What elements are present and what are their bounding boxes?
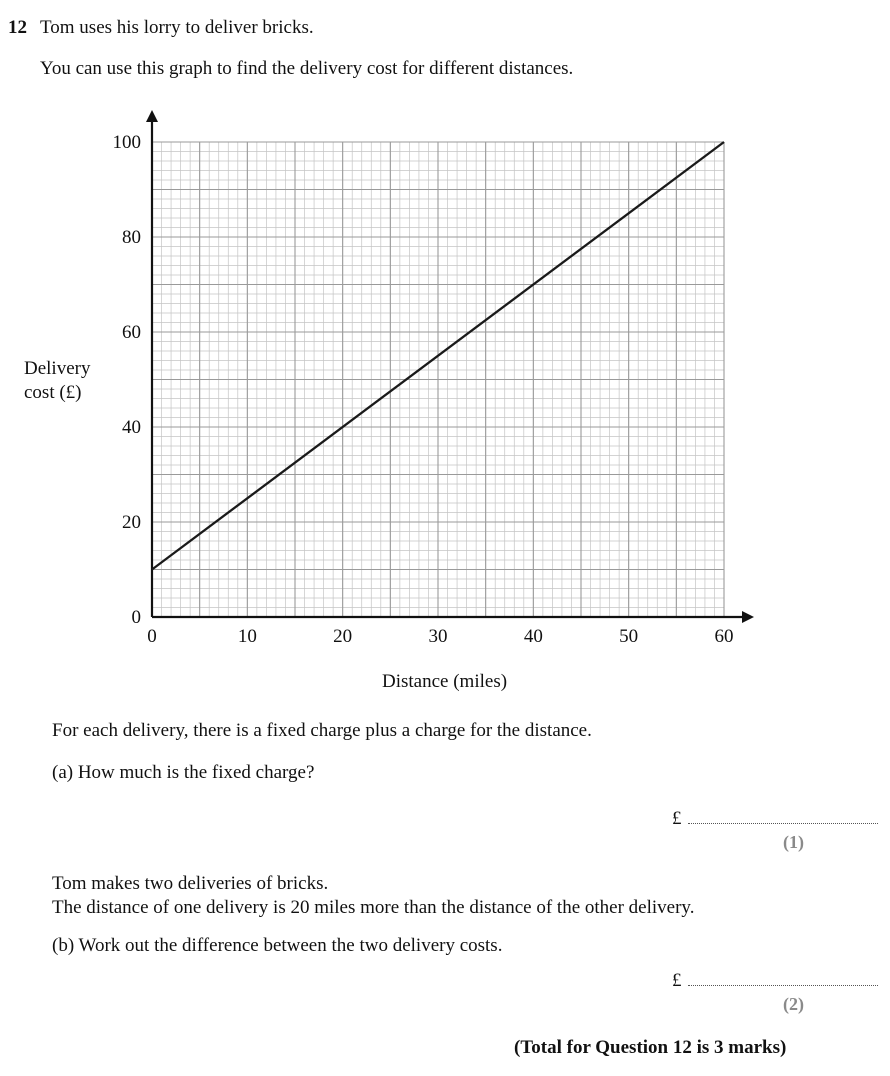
mark-a: (1) — [783, 832, 804, 852]
part-a-question: (a) How much is the fixed charge? — [52, 762, 315, 783]
answer-a-input-line[interactable] — [688, 821, 878, 824]
y-tick-label: 40 — [122, 417, 141, 438]
y-axis-arrow — [146, 110, 158, 122]
fixed-charge-text: For each delivery, there is a fixed charge plus a charge for the distance. — [52, 720, 592, 741]
x-tick-label: 30 — [428, 626, 448, 647]
part-b-question: (b) Work out the difference between the two delivery costs. — [52, 935, 503, 956]
distance-difference-text: The distance of one delivery is 20 miles more than the distance of the other delivery. — [52, 897, 695, 918]
question-number: 12 — [8, 17, 27, 38]
currency-symbol-a: £ — [672, 808, 682, 829]
answer-b — [672, 970, 878, 992]
currency-symbol-b: £ — [672, 970, 682, 991]
question-intro: Tom uses his lorry to deliver bricks. — [40, 17, 314, 38]
x-axis-label: Distance (miles) — [382, 671, 508, 692]
y-axis-label-line2: cost (£) — [24, 382, 82, 403]
y-tick-label: 100 — [112, 132, 141, 153]
answer-b-input-line[interactable] — [688, 983, 878, 986]
x-axis-arrow — [742, 611, 754, 623]
two-deliveries-text: Tom makes two deliveries of bricks. — [52, 873, 329, 894]
y-tick-label: 80 — [122, 227, 141, 248]
answer-a — [672, 808, 878, 830]
x-tick-label: 20 — [333, 626, 353, 647]
y-tick-label: 60 — [122, 322, 141, 343]
mark-b: (2) — [783, 994, 804, 1014]
y-tick-label: 0 — [131, 607, 141, 628]
x-tick-label: 40 — [523, 626, 543, 647]
x-tick-label: 50 — [619, 626, 639, 647]
x-tick-label: 60 — [714, 626, 734, 647]
y-tick-label: 20 — [122, 512, 141, 533]
x-tick-label: 0 — [147, 626, 157, 647]
graph-instruction: You can use this graph to find the delivery cost for different distances. — [40, 58, 574, 79]
total-marks: (Total for Question 12 is 3 marks) — [514, 1037, 787, 1058]
y-axis-label-line1: Delivery — [24, 358, 91, 379]
x-tick-label: 10 — [237, 626, 257, 647]
